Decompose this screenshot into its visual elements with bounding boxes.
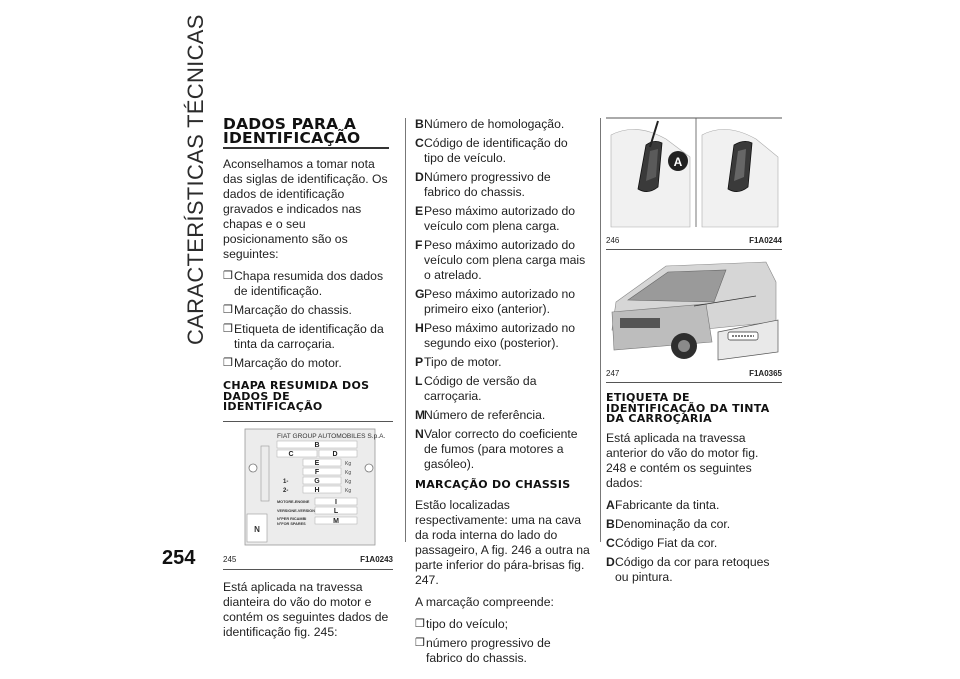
plate-title: FIAT GROUP AUTOMOBILES S.p.A.	[277, 432, 386, 440]
identification-plate-figure	[223, 426, 393, 548]
list-item: C Código de identificação do tipo de veículo.	[415, 136, 568, 165]
plate-letter-l: L	[333, 507, 339, 515]
section-side-title: CARACTERÍSTICAS TÉCNICAS	[183, 14, 208, 345]
chassis-text: Estão localizadas respectivamente: uma na cava da roda interna do lado do passageiro, A fig. 246 a outra na parte inferior do pára-brisas fig. 247.	[415, 497, 590, 587]
list-item: ❒ Marcação do chassis.	[223, 303, 352, 317]
list-item: D Código da cor para retoques ou pintura.	[606, 554, 770, 584]
column-2	[415, 117, 590, 670]
intro-text: Aconselhamos a tomar nota das siglas de identificação. Os dados de identificação gravados e indicados nas chapas e o seu posicionamento são os seguintes:	[223, 157, 388, 261]
heading-rule	[223, 147, 389, 149]
plate-version-label: VERSIONE-VERSION	[277, 508, 315, 513]
plate-letter-m: M	[333, 517, 339, 525]
list-item: ❒ Etiqueta de identificação da tinta da carroçaria.	[223, 322, 384, 351]
list-item: F Peso máximo autorizado do veículo com plena carga mais o atrelado.	[415, 238, 586, 282]
figure-caption	[606, 233, 782, 250]
subsection-heading: CHAPA RESUMIDA DOS DADOS DE IDENTIFICAÇÃO	[223, 379, 370, 413]
plate-letter-n: N	[254, 524, 260, 534]
list-item: H Peso máximo autorizado no segundo eixo (posterior).	[415, 321, 576, 350]
list-item: G Peso máximo autorizado no primeiro eixo (anterior).	[415, 287, 576, 316]
figure-code: F1A0243	[360, 554, 393, 564]
list-item: ❒ tipo do veículo;	[415, 616, 508, 631]
page-number: 254	[162, 547, 196, 569]
plate-location-text: Está aplicada na travessa dianteira do vão do motor e contém os seguintes dados de identificação fig. 245:	[223, 579, 389, 639]
figure-number: 247	[606, 369, 620, 378]
plate-letter-g: G	[314, 477, 320, 485]
figure-number: 246	[606, 236, 620, 245]
section-heading: DADOS PARA A IDENTIFICAÇÃO	[223, 115, 361, 147]
plate-engine-label: MOTORE-ENGINE	[277, 499, 310, 504]
column-1	[223, 117, 393, 647]
figure-callout-a: A	[673, 155, 683, 169]
figure-top-rule	[223, 421, 393, 422]
chassis-includes-text: A marcação compreende:	[415, 594, 554, 609]
plate-letter-f: F	[314, 468, 320, 476]
column-divider	[600, 118, 601, 542]
list-item: B Número de homologação.	[415, 117, 565, 131]
plate-kg: Kg	[345, 460, 352, 467]
list-item: M Número de referência.	[415, 408, 546, 422]
paint-label-text: Está aplicada na travessa anterior do vão do motor fig. 248 e contém os seguintes dados:	[606, 430, 759, 490]
figure-code: F1A0365	[749, 369, 782, 378]
list-item: ❒ número progressivo de fabrico do chassis.	[415, 635, 551, 665]
column-divider	[405, 118, 406, 542]
wheel-arch-figure	[606, 117, 782, 229]
plate-kg: Kg	[345, 487, 352, 494]
column-3	[606, 117, 782, 589]
list-item: ❒ Marcação do motor.	[223, 356, 342, 370]
plate-letter-b: B	[314, 441, 320, 449]
section-heading: ETIQUETA DE IDENTIFICAÇÃO DA TINTA DA CARROÇARIA	[606, 391, 770, 425]
figure-code: F1A0244	[749, 236, 782, 245]
plate-letter-e: E	[314, 459, 320, 467]
list-item: B Denominação da cor.	[606, 516, 731, 531]
list-item: ❒ Chapa resumida dos dados de identificação.	[223, 269, 384, 298]
figure-number: 245	[223, 554, 237, 564]
section-heading: MARCAÇÃO DO CHASSIS	[415, 478, 571, 491]
plate-kg: Kg	[345, 469, 352, 476]
figure-caption	[606, 366, 782, 383]
plate-spares-label-en: N°FOR SPARES	[277, 521, 306, 526]
plate-axle-1: 1-	[283, 478, 289, 485]
list-item: P Tipo de motor.	[415, 355, 502, 369]
plate-kg: Kg	[345, 478, 352, 485]
plate-letter-h: H	[314, 486, 320, 494]
figure-caption	[223, 552, 393, 570]
plate-letter-d: D	[332, 450, 338, 458]
list-item: L Código de versão da carroçaria.	[415, 374, 537, 403]
plate-letter-i: I	[335, 498, 337, 506]
list-item: D Número progressivo de fabrico do chassis.	[415, 170, 551, 199]
plate-letter-c: C	[288, 450, 294, 458]
plate-spares-label-it: N°PER RICAMBI	[277, 516, 307, 521]
list-item: N Valor correcto do coeficiente de fumos (para motores a gasóleo).	[415, 427, 578, 471]
list-item: A Fabricante da tinta.	[606, 497, 720, 512]
plate-axle-2: 2-	[283, 487, 289, 494]
list-item: C Código Fiat da cor.	[606, 535, 718, 550]
list-item: E Peso máximo autorizado do veículo com plena carga.	[415, 204, 576, 233]
van-windscreen-figure	[606, 252, 782, 362]
